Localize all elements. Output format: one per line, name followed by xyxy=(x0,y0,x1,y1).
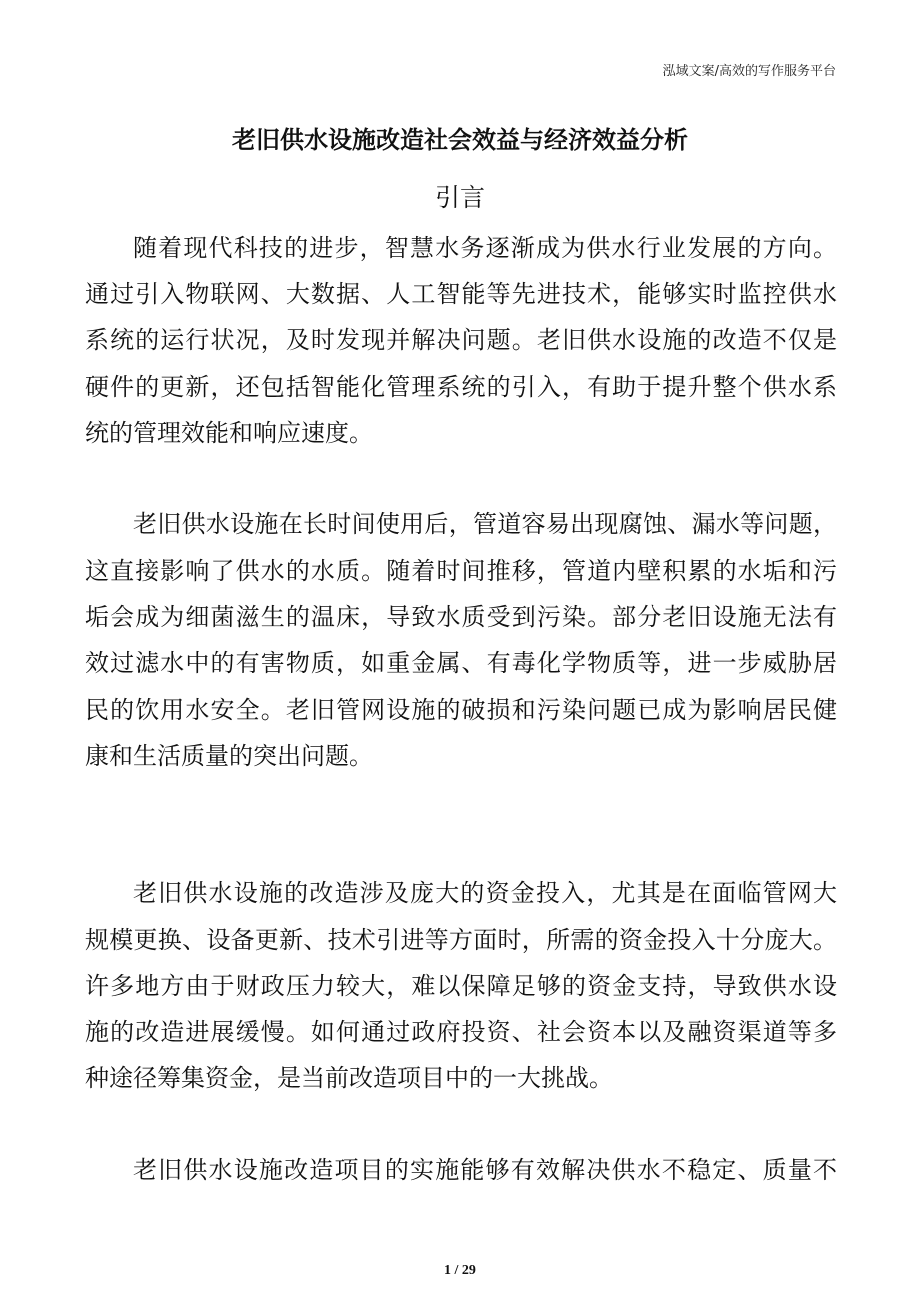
paragraph-line: 垢会成为细菌滋生的温床，导致水质受到污染。部分老旧设施无法有 xyxy=(85,603,837,631)
paragraph-line: 这直接影响了供水的水质。随着时间推移，管道内壁积累的水垢和污 xyxy=(85,557,837,585)
paragraph-line: 老旧供水设施在长时间使用后，管道容易出现腐蚀、漏水等问题， xyxy=(133,510,837,538)
paragraph-line: 规模更换、设备更新、技术引进等方面时，所需的资金投入十分庞大。 xyxy=(85,926,837,954)
paragraph-line: 许多地方由于财政压力较大，难以保障足够的资金支持，导致供水设 xyxy=(85,972,837,1000)
section-heading: 引言 xyxy=(434,183,485,212)
paragraph-line: 硬件的更新，还包括智能化管理系统的引入，有助于提升整个供水系 xyxy=(85,373,837,401)
header-brand: 泓域文案/高效的写作服务平台 xyxy=(662,64,836,79)
paragraph-line: 民的饮用水安全。老旧管网设施的破损和污染问题已成为影响居民健 xyxy=(85,696,837,724)
paragraph-line: 康和生活质量的突出问题。 xyxy=(85,742,373,770)
paragraph-line: 种途径筹集资金，是当前改造项目中的一大挑战。 xyxy=(85,1064,613,1092)
page-number: 1 / 29 xyxy=(444,1263,476,1278)
document-title: 老旧供水设施改造社会效益与经济效益分析 xyxy=(232,125,688,154)
paragraph-line: 统的管理效能和响应速度。 xyxy=(85,419,373,447)
paragraph-line: 老旧供水设施的改造涉及庞大的资金投入，尤其是在面临管网大 xyxy=(133,879,837,907)
paragraph-line: 随着现代科技的进步，智慧水务逐渐成为供水行业发展的方向。 xyxy=(133,234,837,262)
paragraph-line: 系统的运行状况，及时发现并解决问题。老旧供水设施的改造不仅是 xyxy=(85,326,837,354)
paragraph-line: 施的改造进展缓慢。如何通过政府投资、社会资本以及融资渠道等多 xyxy=(85,1018,837,1046)
paragraph-line: 通过引入物联网、大数据、人工智能等先进技术，能够实时监控供水 xyxy=(85,280,837,308)
paragraph-line: 效过滤水中的有害物质，如重金属、有毒化学物质等，进一步威胁居 xyxy=(85,649,837,677)
paragraph-line: 老旧供水设施改造项目的实施能够有效解决供水不稳定、质量不 xyxy=(133,1156,837,1184)
